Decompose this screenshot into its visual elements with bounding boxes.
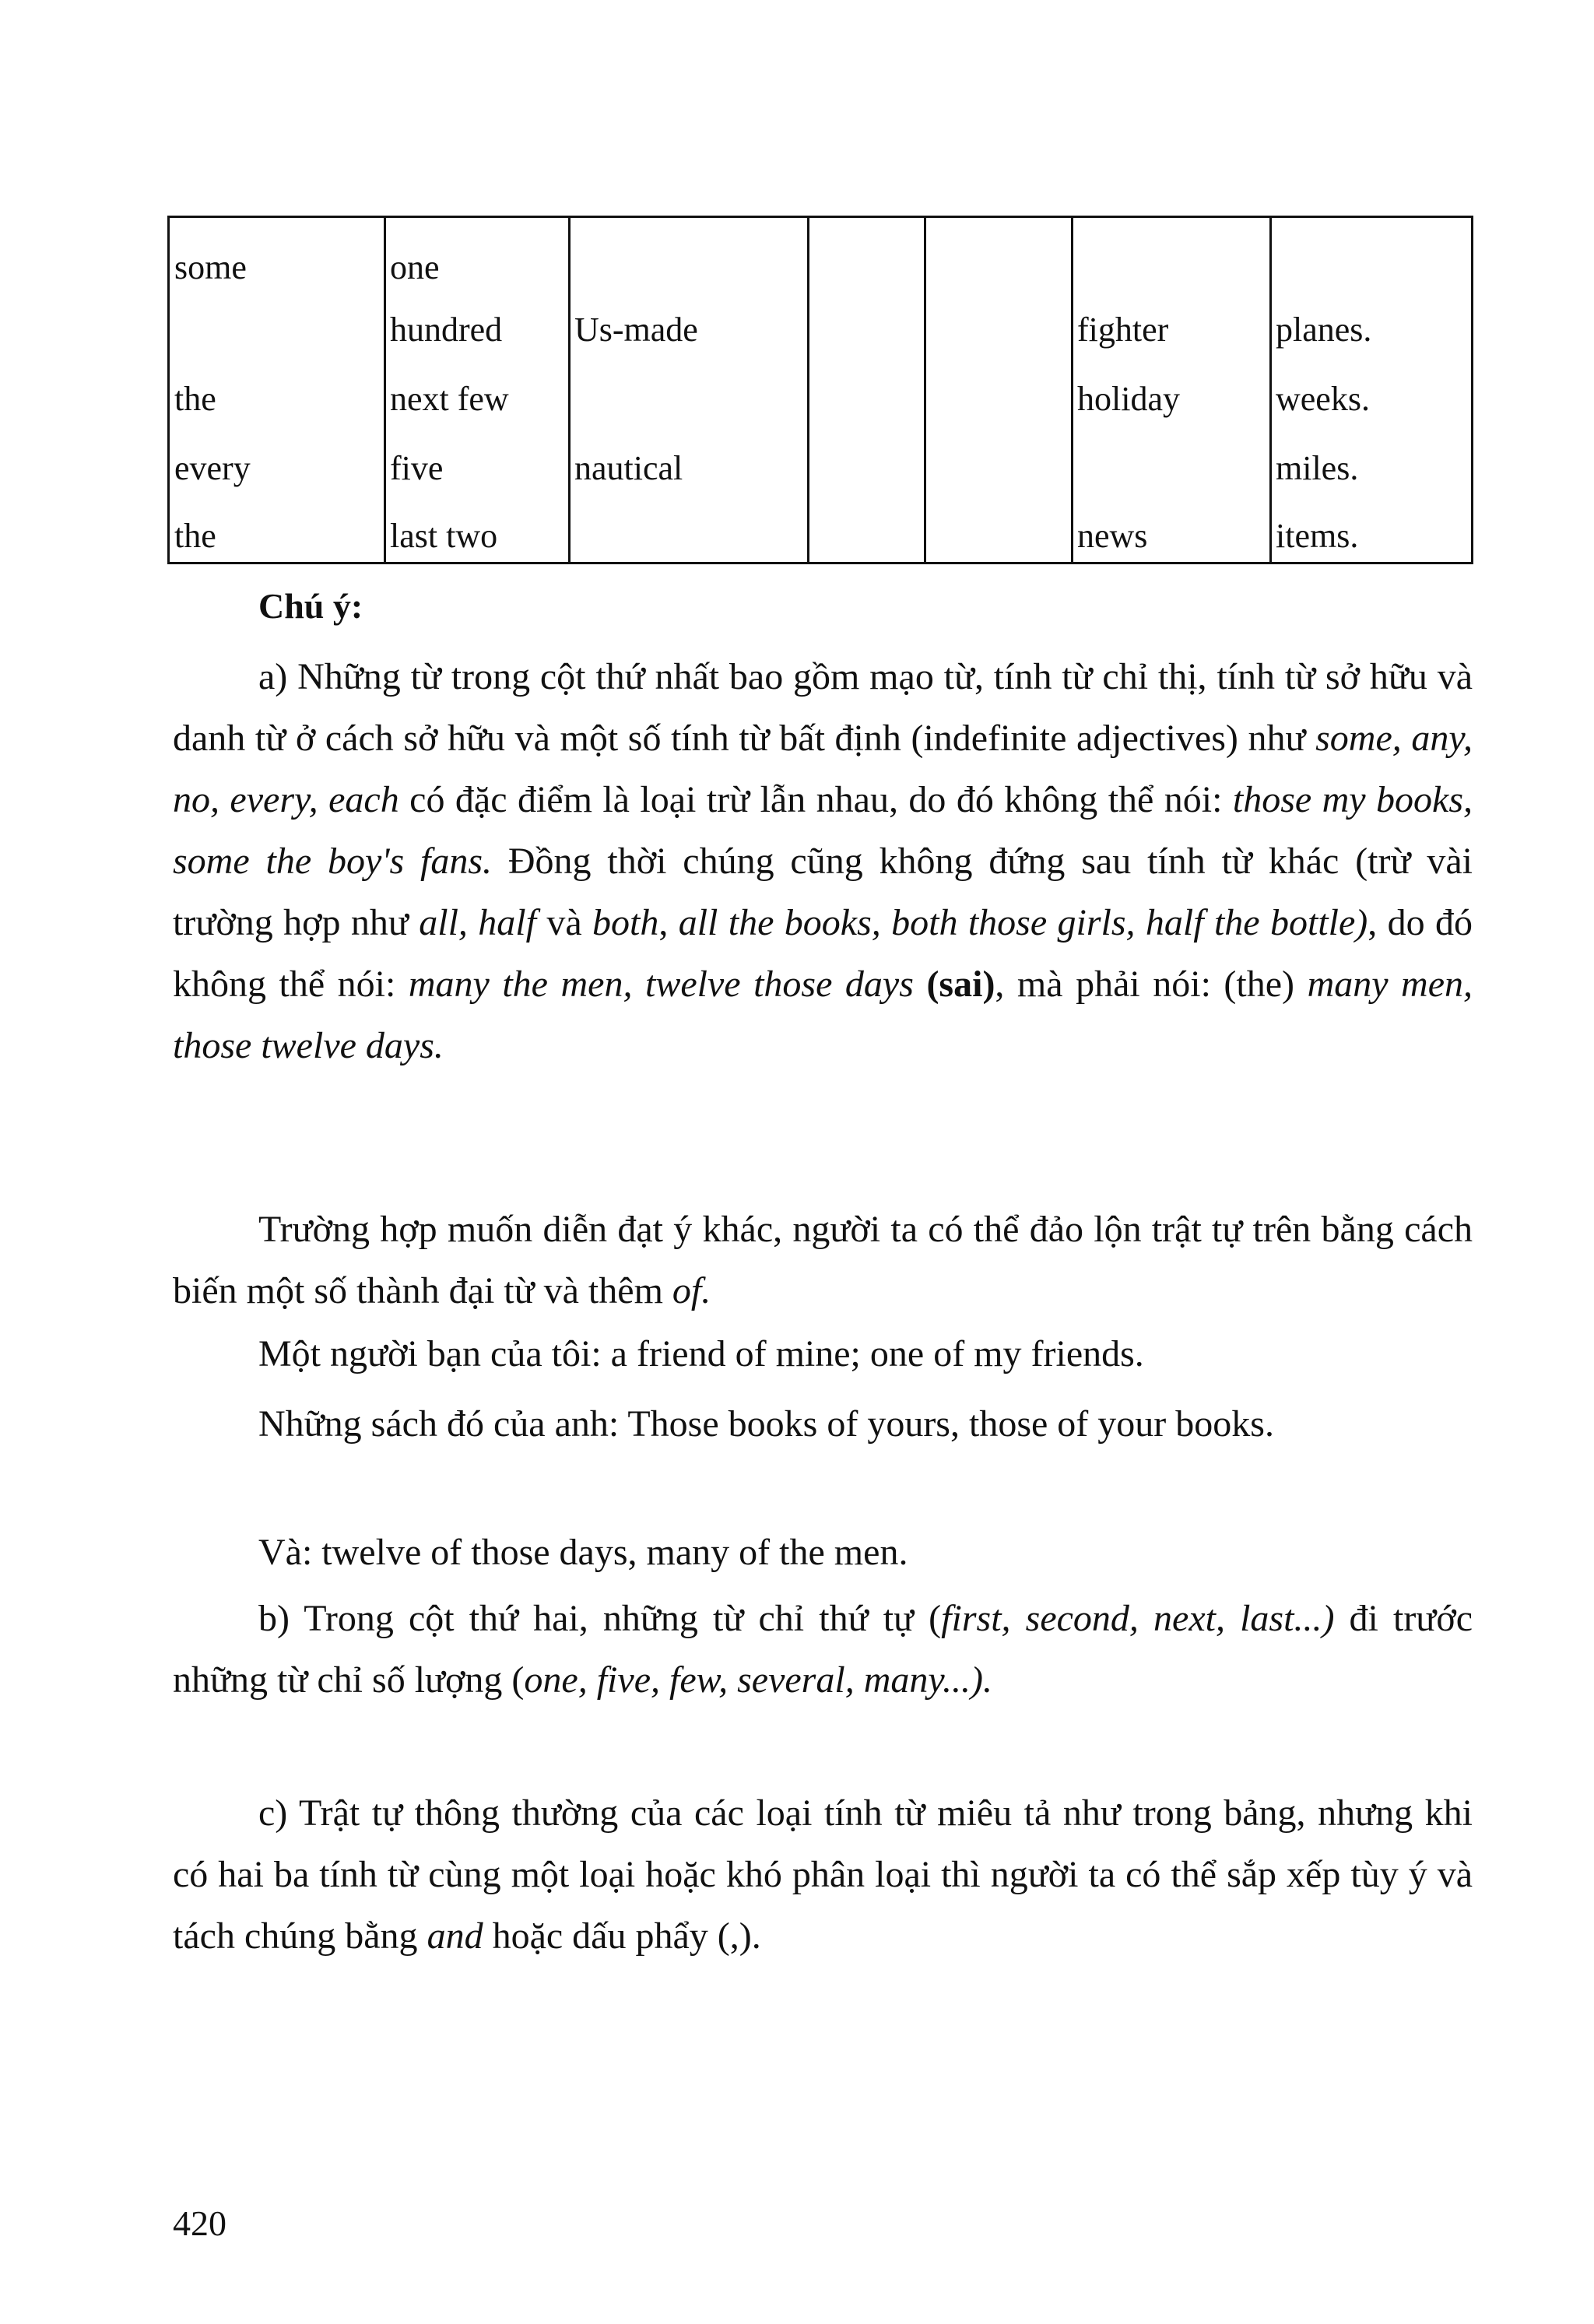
column-divider: [568, 218, 571, 562]
example-line: Một người bạn của tôi: a friend of mine; one of my friends.: [258, 1333, 1144, 1374]
column-divider: [1071, 218, 1073, 562]
text-run: có đặc điểm là loại trừ lẫn nhau, do đó không thể nói:: [398, 779, 1233, 820]
table-cell: items.: [1276, 517, 1359, 555]
note-heading: Chú ý:: [258, 586, 363, 626]
example-line: Và: twelve of those days, many of the men.: [258, 1532, 908, 1573]
table-cell: some: [174, 248, 247, 286]
text-run: và: [535, 902, 592, 943]
italic-run: and: [427, 1915, 483, 1957]
table-cell: news: [1077, 517, 1148, 555]
note-b-paragraph: [173, 1588, 1473, 1711]
table-cell: the: [174, 380, 216, 418]
italic-run: many men, those twelve days.: [173, 964, 1473, 1066]
text-run: a) Những từ trong cột thứ nhất bao gồm mạo từ, tính từ chỉ thị, tính từ sở hữu và danh từ ở cách sở hữu và một số tính từ bất định (indefinite adjectives) như: [173, 656, 1473, 759]
table-cell: holiday: [1077, 380, 1180, 418]
bold-run: (sai): [926, 964, 995, 1005]
table-cell: weeks.: [1276, 380, 1370, 418]
page-number: 420: [173, 2203, 226, 2243]
italic-run: those my books, some the boy's fans.: [173, 779, 1473, 882]
note-c-paragraph: [173, 1782, 1473, 1967]
table-cell: planes.: [1276, 311, 1372, 349]
italic-run: one, five, few, several, many...).: [524, 1659, 992, 1701]
text-run: đi trước những từ chỉ số lượng (: [173, 1598, 1473, 1701]
table-cell: miles.: [1276, 449, 1359, 487]
italic-run: both: [592, 902, 659, 943]
column-divider: [384, 218, 386, 562]
table-cell: five: [390, 449, 444, 487]
column-divider: [924, 218, 926, 562]
text-run: ,: [658, 902, 679, 943]
table-cell: fighter: [1077, 311, 1169, 349]
table-cell: nautical: [574, 449, 683, 487]
reversal-paragraph: [173, 1199, 1473, 1322]
table-cell: next few: [390, 380, 509, 418]
table-cell: last two: [390, 517, 498, 555]
text-run: b) Trong cột thứ hai, những từ chỉ thứ tự (: [258, 1598, 942, 1639]
italic-run: all the books, both those girls, half the bottle): [678, 902, 1368, 943]
italic-run: first, second, next, last...): [941, 1598, 1335, 1639]
italic-run: many the men, twelve those days: [408, 964, 914, 1005]
text-run: c) Trật tự thông thường của các loại tính từ miêu tả như trong bảng, nhưng khi có hai ba tính từ cùng một loại hoặc khó phân loại thì người ta có thể sắp xếp tùy ý và tách chúng bằng: [173, 1792, 1473, 1957]
table-cell: the: [174, 517, 216, 555]
column-divider: [1269, 218, 1272, 562]
table-cell: every: [174, 449, 251, 487]
italic-run: all, half: [419, 902, 536, 943]
adjective-order-table: [167, 216, 1473, 564]
text-run: , do đó không thể nói:: [173, 902, 1473, 1005]
table-cell: Us-made: [574, 311, 698, 349]
italic-run: of.: [672, 1270, 711, 1311]
text-run: , mà phải nói: (the): [995, 964, 1308, 1005]
example-line: Những sách đó của anh: Those books of yours, those of your books.: [258, 1403, 1274, 1445]
table-cell: hundred: [390, 311, 503, 349]
table-cell: one: [390, 248, 440, 286]
text-run: Đồng thời chúng cũng không đứng sau tính từ khác (trừ vài trường hợp như: [173, 841, 1473, 943]
text-run: Trường hợp muốn diễn đạt ý khác, người ta có thể đảo lộn trật tự trên bằng cách biến một số thành đại từ và thêm: [173, 1209, 1473, 1311]
text-run: [914, 964, 927, 1005]
text-run: hoặc dấu phẩy (,).: [483, 1915, 761, 1957]
italic-run: some, any, no, every, each: [173, 718, 1473, 820]
column-divider: [807, 218, 809, 562]
note-a-paragraph: [173, 646, 1473, 1076]
